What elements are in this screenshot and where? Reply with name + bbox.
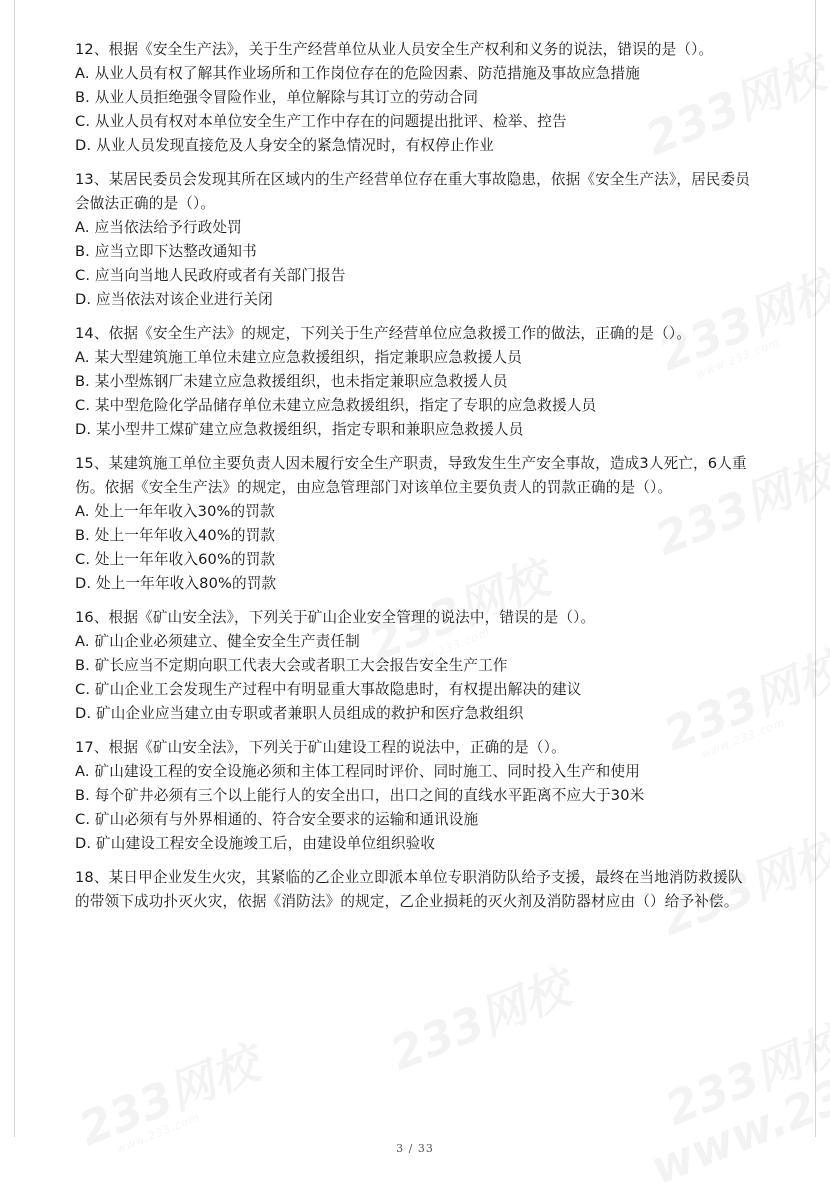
option-b: B. 矿长应当不定期向职工代表大会或者职工大会报告安全生产工作: [75, 657, 508, 674]
question-stem: 17、根据《矿山安全法》，下列关于矿山建设工程的说法中，正确的是（）。: [75, 739, 566, 756]
option-d: D. 矿山建设工程安全设施竣工后，由建设单位组织验收: [75, 835, 436, 852]
watermark: [379, 952, 578, 1084]
option-d: D. 从业人员发现直接危及人身安全的紧急情况时，有权停止作业: [75, 137, 495, 154]
option-b: B. 某小型炼钢厂未建立应急救援组织，也未指定兼职应急救援人员: [75, 373, 508, 390]
option-a: A. 某大型建筑施工单位未建立应急救援组织，指定兼职应急救援人员: [75, 349, 523, 366]
question-12: [75, 38, 755, 158]
question-stem: 16、根据《矿山安全法》，下列关于矿山企业安全管理的说法中，错误的是（）。: [75, 609, 596, 626]
option-b: B. 从业人员拒绝强令冒险作业，单位解除与其订立的劳动合同: [75, 89, 479, 106]
question-stem: 18、某日甲企业发生火灾，其紧临的乙企业立即派本单位专职消防队给予支援，最终在当地消防救援队的带领下成功扑灭火灾，依据《消防法》的规定，乙企业损耗的灭火剂及消防器材应由（）给予补偿。: [75, 869, 743, 910]
option-b: B. 处上一年年收入40%的罚款: [75, 527, 276, 544]
question-17: [75, 736, 755, 856]
watermark: [654, 1007, 830, 1139]
question-18: [75, 866, 755, 914]
page-right-border: [815, 0, 816, 1137]
page-left-border: [14, 0, 15, 1137]
option-c: C. 应当向当地人民政府或者有关部门报告: [75, 267, 346, 284]
option-c: C. 处上一年年收入60%的罚款: [75, 551, 276, 568]
option-c: C. 矿山必须有与外界相通的、符合安全要求的运输和通讯设施: [75, 811, 479, 828]
option-d: D. 应当依法对该企业进行关闭: [75, 291, 273, 308]
option-a: A. 矿山企业必须建立、健全安全生产责任制: [75, 633, 360, 650]
question-13: [75, 168, 755, 312]
page-indicator: 3 / 33: [396, 1142, 434, 1155]
option-d: D. 处上一年年收入80%的罚款: [75, 575, 277, 592]
option-a: A. 处上一年年收入30%的罚款: [75, 503, 275, 520]
option-a: A. 从业人员有权了解其作业场所和工作岗位存在的危险因素、防范措施及事故应急措施: [75, 65, 640, 82]
option-c: C. 从业人员有权对本单位安全生产工作中存在的问题提出批评、检举、控告: [75, 113, 567, 130]
option-c: C. 某中型危险化学品储存单位未建立应急救援组织，指定了专职的应急救援人员: [75, 397, 597, 414]
option-c: C. 矿山企业工会发现生产过程中有明显重大事故隐患时，有权提出解决的建议: [75, 681, 582, 698]
option-a: A. 矿山建设工程的安全设施必须和主体工程同时评价、同时施工、同时投入生产和使用: [75, 763, 640, 780]
watermark: [643, 1009, 830, 1195]
question-stem: 13、某居民委员会发现其所在区域内的生产经营单位存在重大事故隐患，依据《安全生产法》，居民委员会做法正确的是（）。: [75, 171, 751, 212]
question-16: [75, 606, 755, 726]
question-15: [75, 452, 755, 596]
option-a: A. 应当依法给予行政处罚: [75, 219, 242, 236]
option-d: D. 矿山企业应当建立由专职或者兼职人员组成的救护和医疗急救组织: [75, 705, 524, 722]
option-b: B. 应当立即下达整改通知书: [75, 243, 257, 260]
question-stem: 14、依据《安全生产法》的规定，下列关于生产经营单位应急救援工作的做法，正确的是（）。: [75, 325, 692, 342]
question-14: [75, 322, 755, 442]
option-d: D. 某小型井工煤矿建立应急救援组织，指定专职和兼职应急救援人员: [75, 421, 524, 438]
question-stem: 15、某建筑施工单位主要负责人因未履行安全生产职责，导致发生生产安全事故，造成3人死亡，6人重伤。依据《安全生产法》的规定，由应急管理部门对该单位主要负责人的罚款正确的是（）。: [75, 455, 747, 496]
question-stem: 12、根据《安全生产法》，关于生产经营单位从业人员安全生产权利和义务的说法，错误的是（）。: [75, 41, 714, 58]
option-b: B. 每个矿井必须有三个以上能行人的安全出口，出口之间的直线水平距离不应大于30米: [75, 787, 645, 804]
question-list: [75, 38, 755, 924]
